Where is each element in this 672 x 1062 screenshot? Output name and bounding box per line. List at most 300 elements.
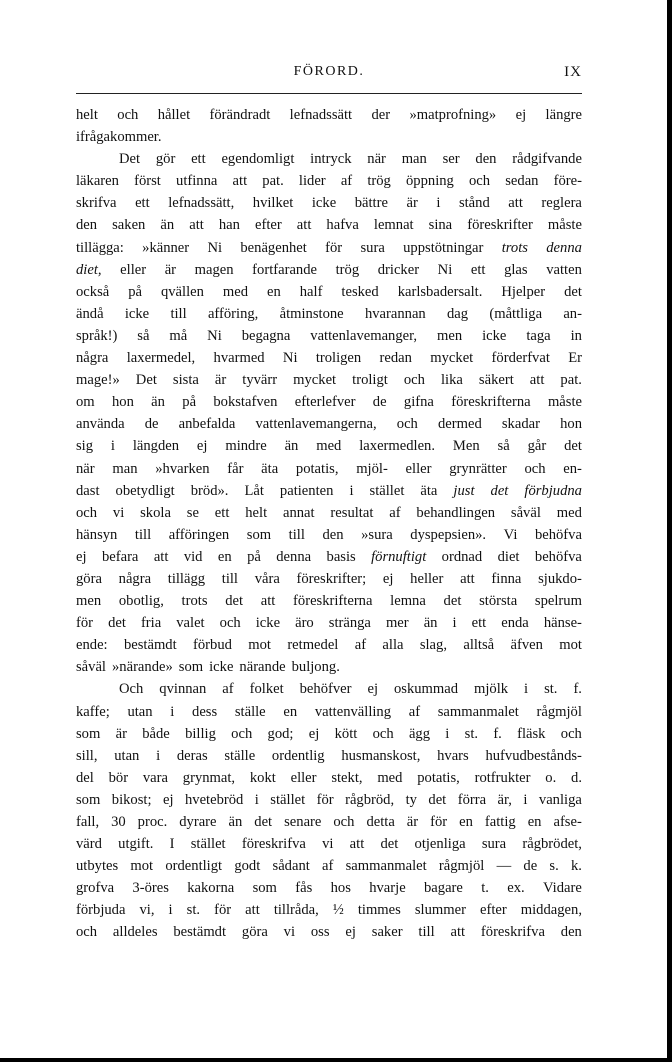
word: 30 — [111, 814, 126, 830]
word: af — [354, 637, 367, 654]
word: den — [475, 151, 497, 168]
word: tillägg — [167, 570, 206, 587]
word: med — [377, 769, 403, 786]
word: »sura — [361, 526, 393, 543]
word: kaffe; — [76, 703, 110, 720]
word: de — [144, 416, 159, 433]
word: må — [169, 327, 188, 344]
word: helt — [76, 107, 98, 123]
word: och — [219, 615, 241, 632]
word: gör — [155, 151, 176, 168]
word: Och — [119, 681, 144, 698]
word: hvarmed — [213, 350, 265, 367]
word: som — [246, 526, 272, 543]
word: intryck — [310, 151, 352, 168]
word: bör — [108, 769, 129, 786]
word: och — [76, 504, 98, 521]
word: vattenlavemanger, — [310, 327, 418, 344]
word: Låt — [244, 482, 264, 499]
word: mjölk — [474, 681, 509, 698]
word: vanliga — [538, 791, 582, 808]
word: otjenliga — [414, 836, 466, 853]
word: mindre — [225, 438, 267, 455]
word: de — [523, 858, 538, 875]
word: bagare — [424, 880, 463, 897]
word: först — [134, 173, 161, 190]
text-line — [76, 789, 582, 811]
word: att — [232, 173, 248, 190]
word: våra — [254, 570, 280, 587]
word: för — [76, 615, 94, 632]
word: tillråda, — [273, 902, 319, 919]
word: af — [322, 858, 334, 875]
word: tesked — [341, 283, 379, 300]
word: bröd». — [190, 482, 229, 499]
word: vi — [322, 836, 334, 853]
word: vi, — [139, 902, 155, 919]
word: trots — [181, 593, 208, 610]
word: »hvarken — [155, 460, 210, 477]
word: diet, — [76, 261, 102, 278]
word: ej — [367, 681, 379, 698]
word: såväl — [76, 659, 106, 676]
word: för — [325, 239, 343, 256]
word: laxermedel, — [126, 350, 196, 367]
word: fria — [140, 615, 162, 632]
word: »känner — [142, 239, 190, 256]
word: stället — [270, 791, 306, 808]
word: stället — [190, 836, 226, 853]
word: basis — [326, 548, 356, 565]
word: kakorna — [187, 880, 235, 897]
word: husmanskost, — [341, 747, 421, 764]
word: i — [524, 681, 529, 698]
word: det — [380, 836, 399, 853]
word: är — [115, 725, 127, 742]
word: den — [322, 526, 344, 543]
word: ordnad — [441, 548, 483, 565]
word: men — [437, 327, 463, 344]
word: sjukdo- — [538, 570, 582, 587]
word: ordentligt — [165, 858, 223, 875]
word: bokstafven — [213, 394, 278, 411]
word: hafva — [326, 217, 359, 234]
word: pat. — [560, 372, 582, 389]
word: heller — [410, 570, 444, 587]
word: patienten — [279, 482, 334, 499]
word: att — [260, 593, 276, 610]
word: fås — [295, 880, 313, 897]
word: laxermedlen. — [359, 438, 436, 455]
word: mycket — [293, 372, 337, 389]
word: att — [245, 902, 260, 919]
text-line — [76, 701, 582, 723]
word: af — [389, 504, 401, 521]
word: grofva — [76, 880, 115, 897]
word: att — [450, 924, 466, 941]
word: obetydligt — [115, 482, 175, 499]
text-line — [76, 325, 582, 347]
word: f. — [573, 681, 582, 698]
text-line — [76, 612, 582, 634]
word: pat. — [262, 173, 284, 190]
word: och — [76, 924, 98, 941]
word: resultat — [330, 504, 374, 521]
word: en — [267, 283, 281, 300]
word: eller — [290, 769, 317, 786]
word: åtminstone — [279, 305, 344, 322]
word: som — [252, 880, 277, 897]
word: största — [479, 593, 518, 610]
word: att — [349, 836, 365, 853]
text-line — [76, 546, 582, 568]
word: som — [76, 725, 101, 742]
word: denna — [276, 548, 312, 565]
text-line — [76, 767, 582, 789]
text-line — [76, 391, 582, 413]
word: d. — [571, 769, 582, 786]
text-line — [76, 259, 582, 281]
word: »matprofning» — [409, 107, 497, 123]
text-line — [76, 347, 582, 369]
word: redan — [379, 350, 412, 367]
word: är, — [497, 791, 512, 808]
word: och — [333, 814, 355, 830]
word: lefnadssätt, — [168, 195, 235, 212]
word: äta — [261, 460, 279, 477]
word: Ni — [207, 327, 222, 344]
word: o. — [545, 769, 557, 786]
word: när — [367, 151, 386, 168]
word: in — [570, 327, 582, 344]
word: när — [76, 460, 95, 477]
word: behöfver — [299, 681, 352, 698]
word: det — [108, 615, 126, 632]
word: äfven — [510, 637, 543, 654]
word: än — [423, 615, 438, 632]
text-line — [76, 723, 582, 745]
text-line — [76, 413, 582, 435]
word: det — [443, 593, 462, 610]
word: efterlefver — [294, 394, 356, 411]
word: behandlingen — [416, 504, 496, 521]
word: rågmjöl — [438, 858, 485, 875]
word: värd — [76, 836, 102, 853]
text-line — [76, 303, 582, 325]
word: fattig — [484, 814, 516, 830]
word: slummer — [414, 902, 466, 919]
word: vatten — [546, 261, 582, 278]
text-line — [76, 745, 582, 767]
word: sina — [428, 217, 453, 234]
word: t. — [481, 880, 489, 897]
word: behöfva — [534, 526, 582, 543]
word: ej — [76, 548, 87, 565]
word: trots — [501, 239, 528, 256]
word: föreskrifter — [467, 217, 533, 234]
text-line — [76, 877, 582, 899]
word: är — [406, 814, 419, 830]
word: den — [560, 924, 582, 941]
word: det — [225, 593, 244, 610]
header-rule — [76, 93, 582, 94]
word: är — [164, 261, 177, 278]
text-line — [76, 590, 582, 612]
word: ett — [214, 504, 230, 521]
word: och — [560, 725, 582, 742]
word: »närande» — [112, 659, 173, 676]
word: hvars — [437, 747, 469, 764]
word: och — [524, 460, 546, 477]
word: trög — [367, 173, 391, 190]
word: den — [76, 217, 98, 234]
word: och — [396, 416, 418, 433]
word: anbefalda — [178, 416, 236, 433]
word: utgift. — [118, 836, 154, 853]
word: till — [134, 526, 152, 543]
page-edge-bottom — [0, 1058, 672, 1062]
word: föreskrifva — [480, 924, 545, 941]
word: dricker — [377, 261, 420, 278]
word: ställe — [224, 747, 256, 764]
word: ex. — [507, 880, 525, 897]
word: icke — [255, 615, 281, 632]
word: godt — [234, 858, 261, 875]
word: stället — [369, 482, 405, 499]
word: äro — [295, 615, 314, 632]
word: måste — [547, 394, 582, 411]
word: lemna — [390, 593, 426, 610]
page-edge-right — [667, 0, 672, 1062]
text-line — [76, 214, 582, 236]
text-line — [76, 634, 582, 656]
word: längden — [132, 438, 180, 455]
word: ty — [405, 791, 417, 808]
word: st. — [544, 681, 558, 698]
text-line — [76, 524, 582, 546]
word: förnuftigt — [371, 548, 427, 565]
word: utan — [127, 703, 153, 720]
word: an- — [563, 305, 582, 322]
word: man — [401, 151, 427, 168]
word: Det — [119, 151, 141, 168]
word: afföringen — [168, 526, 230, 543]
word: ej — [382, 570, 394, 587]
word: ett — [135, 195, 150, 212]
word: sista — [172, 372, 199, 389]
word: är — [406, 195, 418, 212]
word: ej — [196, 438, 208, 455]
word: en — [217, 548, 232, 565]
word: också — [76, 283, 110, 300]
word: 3-öres — [132, 880, 169, 897]
word: det — [490, 482, 509, 499]
word: mage!» — [76, 372, 120, 389]
word: hvetebröd — [184, 791, 244, 808]
word: I — [169, 836, 175, 853]
word: på — [182, 394, 197, 411]
word: förbjuda — [76, 902, 126, 919]
word: tillägga: — [76, 239, 124, 256]
word: säkert — [478, 372, 514, 389]
word: dyspepsien». — [410, 526, 487, 543]
word: för — [214, 902, 232, 919]
word: förra — [457, 791, 487, 808]
word: troligt — [352, 372, 388, 389]
word: om — [76, 394, 95, 411]
word: längre — [545, 107, 582, 123]
word: äta — [420, 482, 438, 499]
word: detta — [366, 814, 395, 830]
word: kött — [334, 725, 358, 742]
word: sill, — [76, 747, 98, 764]
word: Vidare — [543, 880, 582, 897]
word: hänse- — [543, 615, 582, 632]
text-line — [76, 921, 582, 943]
word: med — [316, 438, 342, 455]
word: enda — [501, 615, 529, 632]
word: hon — [560, 416, 582, 433]
word: går — [527, 438, 547, 455]
word: Men — [452, 438, 480, 455]
word: ändå — [76, 305, 104, 322]
word: buljong. — [291, 659, 340, 676]
word: lider — [298, 173, 326, 190]
word: mot — [248, 637, 271, 654]
word: retmedel — [287, 637, 339, 654]
word: afföring, — [207, 305, 259, 322]
word: några — [118, 570, 152, 587]
word: vattenlavemangerna, — [255, 416, 377, 433]
running-header — [76, 64, 582, 86]
word: (måttliga — [489, 305, 543, 322]
word: i — [168, 902, 173, 919]
word: än — [151, 394, 165, 411]
word: före- — [553, 173, 582, 190]
word: några — [76, 350, 109, 367]
word: bestämdt — [173, 924, 227, 941]
word: Er — [568, 350, 582, 367]
word: se — [186, 504, 199, 521]
word: förändradt — [209, 107, 271, 123]
text-line — [76, 678, 582, 700]
word: annat — [282, 504, 315, 521]
word: det — [564, 438, 582, 455]
word: hufvudbestånds- — [485, 747, 582, 764]
text-line — [76, 502, 582, 524]
word: hon — [111, 394, 134, 411]
word: det — [254, 814, 273, 830]
word: än — [160, 217, 175, 234]
word: stånd — [458, 195, 490, 212]
word: hvarje — [369, 880, 406, 897]
word: det — [564, 283, 582, 300]
word: vara — [142, 769, 168, 786]
word: potatis, — [417, 769, 460, 786]
word: ställe — [234, 703, 266, 720]
word: oss — [310, 924, 330, 941]
word: är — [214, 372, 227, 389]
word: lefnadssätt — [289, 107, 353, 123]
word: af — [222, 681, 234, 698]
text-line — [76, 833, 582, 855]
word: glas — [504, 261, 528, 278]
word: ½ — [332, 902, 344, 919]
word: stränga — [328, 615, 371, 632]
word: att — [529, 372, 545, 389]
text-line — [76, 656, 582, 678]
body-text — [76, 104, 582, 944]
word: man — [112, 460, 138, 477]
word: icke — [124, 305, 150, 322]
word: sedan — [505, 173, 539, 190]
text-line — [76, 126, 582, 148]
word: mot — [559, 637, 582, 654]
word: efter — [255, 217, 282, 234]
word: efter — [480, 902, 507, 919]
word: potatis, — [295, 460, 339, 477]
word: skola — [140, 504, 171, 521]
word: göra — [241, 924, 268, 941]
word: grynrätter — [449, 460, 507, 477]
word: att — [296, 217, 312, 234]
word: utbytes — [76, 858, 119, 875]
word: mer — [385, 615, 409, 632]
word: hvarannan — [364, 305, 426, 322]
word: för — [316, 791, 334, 808]
word: sammanmalet — [437, 703, 519, 720]
word: men — [76, 593, 102, 610]
word: det — [428, 791, 447, 808]
word: lemnat — [373, 217, 414, 234]
word: hos — [330, 880, 351, 897]
word: i — [445, 725, 450, 742]
word: af — [340, 173, 353, 190]
word: helt — [245, 504, 268, 521]
word: till — [221, 570, 238, 587]
word: ett — [470, 261, 486, 278]
word: behöfva — [534, 548, 582, 565]
word: eller — [405, 460, 432, 477]
word: icke — [311, 195, 337, 212]
word: begagna — [241, 327, 291, 344]
word: ej — [162, 791, 174, 808]
word: rotfrukter — [474, 769, 531, 786]
word: Vi — [503, 526, 518, 543]
word: alltså — [463, 637, 495, 654]
word: föreskrifter; — [296, 570, 367, 587]
word: fläsk — [517, 725, 546, 742]
word: i — [436, 195, 441, 212]
word: Hjelper — [501, 283, 546, 300]
word: skrifva — [76, 195, 117, 212]
word: st. — [186, 902, 201, 919]
word: middagen, — [520, 902, 582, 919]
word: ej — [308, 725, 320, 742]
word: alla — [382, 637, 404, 654]
word: f. — [493, 725, 502, 742]
word: Ni — [282, 350, 298, 367]
word: lika — [440, 372, 463, 389]
word: som — [178, 659, 204, 676]
text-line — [76, 568, 582, 590]
word: förbjudna — [524, 482, 582, 499]
word: magen — [194, 261, 234, 278]
word: slag, — [419, 637, 447, 654]
word: ej — [515, 107, 527, 123]
word: i — [523, 791, 528, 808]
word: Det — [135, 372, 157, 389]
